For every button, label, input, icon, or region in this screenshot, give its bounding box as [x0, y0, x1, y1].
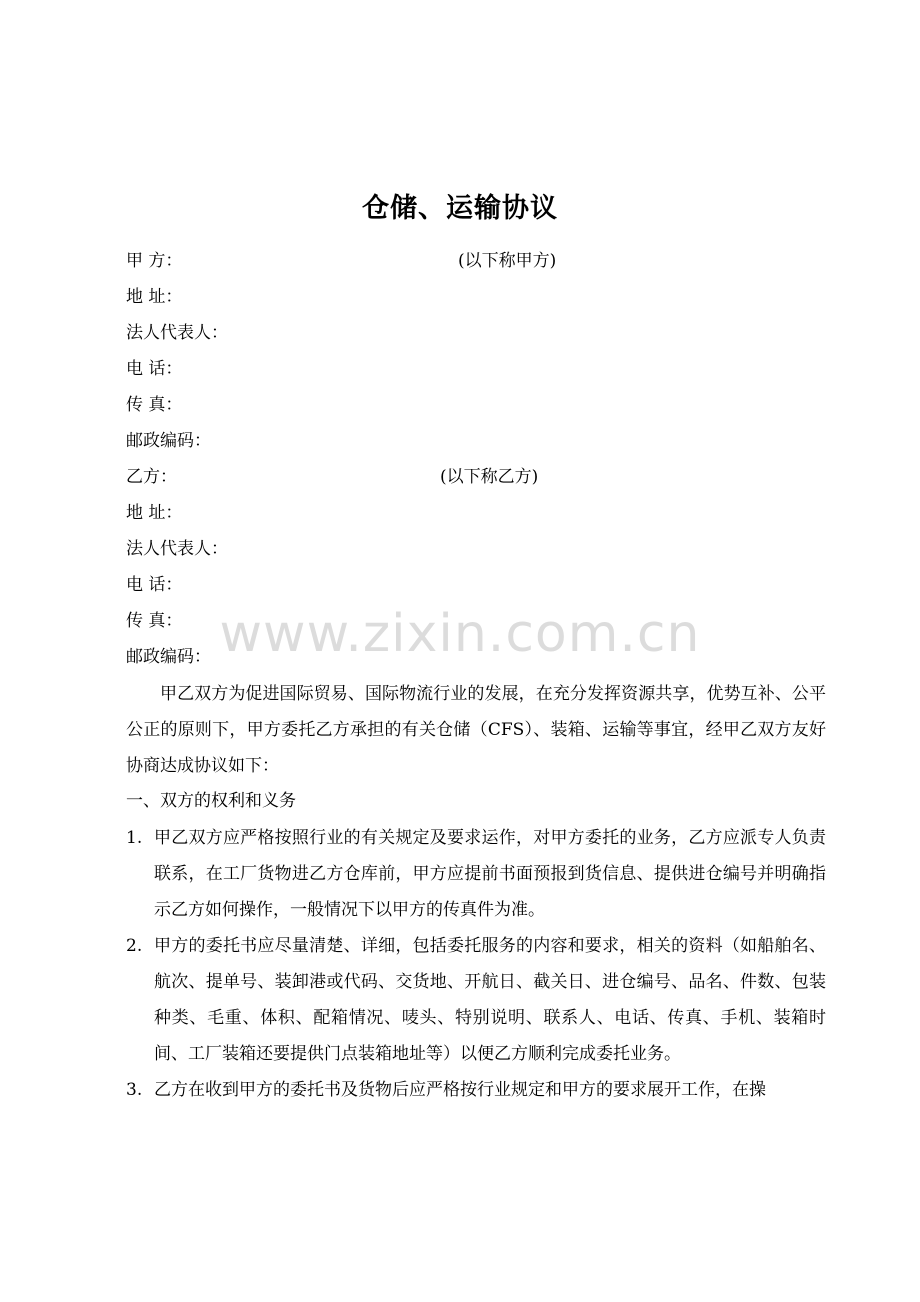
clause-2: [126, 928, 826, 1072]
party-b-name-label: 乙方：: [126, 467, 177, 487]
clause-text: 乙方在收到甲方的委托书及货物后应严格按行业规定和甲方的要求展开工作，在操: [154, 1080, 766, 1100]
clause-1: [126, 820, 826, 928]
party-a-postcode-label: 邮政编码：: [126, 431, 211, 451]
party-b-fax-label: 传 真：: [126, 611, 183, 631]
document-title: 仓储、运输协议: [362, 193, 558, 224]
party-a-phone-label: 电 话：: [126, 359, 183, 379]
party-a-legal-rep-label: 法人代表人：: [126, 323, 228, 343]
clause-text: 甲乙双方应严格按照行业的有关规定及要求运作，对甲方委托的业务，乙方应派专人负责联系，在工厂货物进乙方仓库前，甲方应提前书面预报到货信息、提供进仓编号并明确指示乙方如何操作，一般情况下以甲方的传真件为准。: [154, 828, 826, 920]
intro-paragraph: 甲乙双方为促进国际贸易、国际物流行业的发展，在充分发挥资源共享，优势互补、公平公正的原则下，甲方委托乙方承担的有关仓储（CFS）、装箱、运输等事宜，经甲乙双方友好协商达成协议如下：: [126, 684, 826, 776]
party-a-name-label: 甲 方：: [126, 251, 183, 271]
party-a-name-note: (以下称甲方): [458, 251, 557, 271]
party-a-fax-label: 传 真：: [126, 395, 183, 415]
clause-number: 3.: [126, 1080, 143, 1100]
party-b-phone-label: 电 话：: [126, 575, 183, 595]
party-b-address-label: 地 址：: [126, 503, 183, 523]
clause-number: 1.: [126, 828, 143, 848]
section-heading: 一、双方的权利和义务: [126, 791, 296, 811]
party-b-name-note: (以下称乙方): [440, 467, 539, 487]
clause-number: 2.: [126, 936, 143, 956]
watermark: www.zixin.com.cn: [219, 604, 701, 664]
party-b-postcode-label: 邮政编码：: [126, 647, 211, 667]
party-b-legal-rep-label: 法人代表人：: [126, 539, 228, 559]
clause-3: [126, 1072, 826, 1108]
clause-text: 甲方的委托书应尽量清楚、详细，包括委托服务的内容和要求，相关的资料（如船舶名、航次、提单号、装卸港或代码、交货地、开航日、截关日、进仓编号、品名、件数、包装种类、毛重、体积、配箱情况、唛头、特别说明、联系人、电话、传真、手机、装箱时间、工厂装箱还要提供门点装箱地址等）以便乙方顺利完成委托业务。: [154, 936, 826, 1064]
party-a-address-label: 地 址：: [126, 287, 183, 307]
